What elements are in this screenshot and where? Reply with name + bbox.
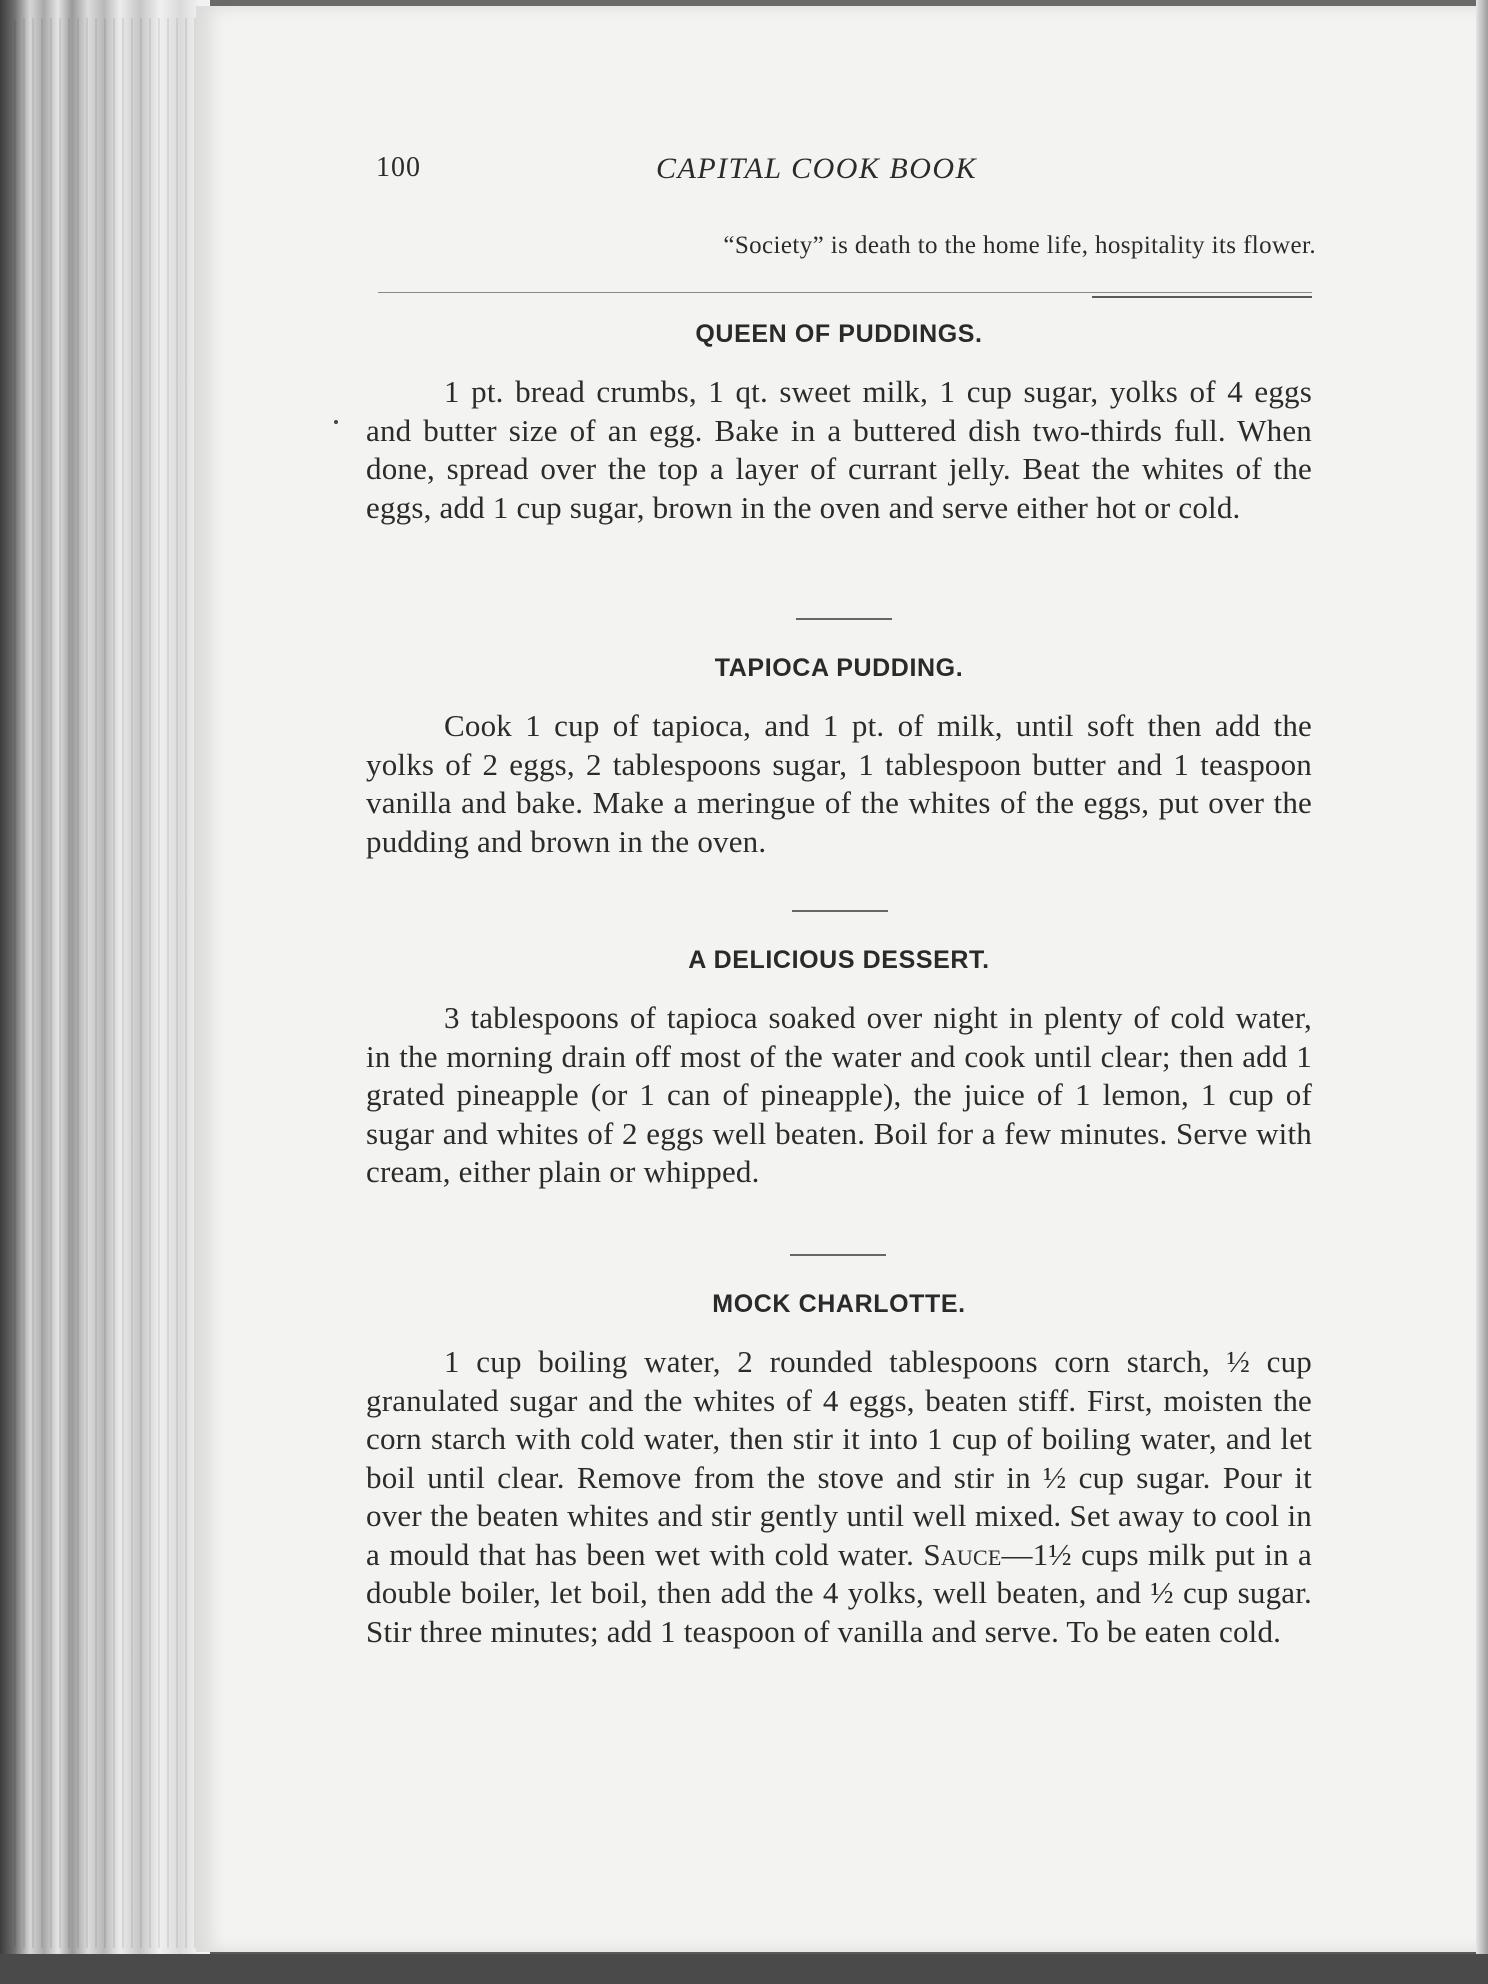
page-number: 100 bbox=[376, 152, 421, 183]
recipe-body: Cook 1 cup of tapioca, and 1 pt. of milk, until soft then add the yolks of 2 eggs, 2 tablespoons sugar, 1 tablespoon butter and 1 teaspoon vanilla and bake. Make a meringue of the whites of the eggs, put over the pudding and brown in the oven. bbox=[366, 708, 1312, 859]
recipe-body bbox=[366, 1343, 1312, 1651]
recipe-title: TAPIOCA PUDDING. bbox=[714, 654, 964, 682]
section-divider bbox=[790, 1254, 886, 1256]
recipe-tapioca-pudding bbox=[366, 654, 1312, 861]
section-divider bbox=[792, 910, 888, 912]
running-head bbox=[376, 152, 1316, 196]
recipe-body: 1 pt. bread crumbs, 1 qt. sweet milk, 1 cup sugar, yolks of 4 eggs and butter size of an egg. Bake in a buttered dish two-thirds full. When done, spread over the top a layer of currant jelly. Beat the whites of the eggs, add 1 cup sugar, brown in the oven and serve either hot or cold. bbox=[366, 374, 1312, 525]
book-title: CAPITAL COOK BOOK bbox=[656, 152, 978, 185]
ink-speck bbox=[334, 420, 338, 424]
page-motto: “Society” is death to the home life, hospitality its flower. bbox=[723, 232, 1316, 259]
header-rule-bold bbox=[1092, 296, 1312, 298]
scan-bottom-border bbox=[0, 1954, 1488, 1984]
header-rule bbox=[378, 292, 1312, 293]
page-right-edge bbox=[1476, 0, 1488, 1984]
section-divider bbox=[796, 618, 892, 620]
page-stack-texture bbox=[14, 18, 210, 1948]
recipe-title: A DELICIOUS DESSERT. bbox=[688, 946, 990, 974]
recipe-title: QUEEN OF PUDDINGS. bbox=[695, 320, 983, 348]
recipe-body-part1: 1 cup boiling water, 2 rounded tablespoons corn starch, ½ cup granulated sugar and the whites of 4 eggs, beaten stiff. First, moisten the corn starch with cold water, then stir it into 1 cup of boiling water, and let boil until clear. Remove from the stove and stir in ½ cup sugar. Pour it over the beaten whites and stir gently until well mixed. Set away to cool in a mould that has been wet with cold water. bbox=[366, 1344, 1312, 1572]
recipe-queen-of-puddings bbox=[366, 320, 1312, 527]
recipe-mock-charlotte bbox=[366, 1290, 1312, 1651]
recipe-body-part2: —1½ cups milk put in a double boiler, let boil, then add the 4 yolks, well beaten, and ½ cup sugar. Stir three minutes; add 1 teaspoon of vanilla and serve. To be eaten cold. bbox=[366, 1536, 1313, 1649]
sauce-label: Sauce bbox=[923, 1536, 1002, 1572]
recipe-a-delicious-dessert bbox=[366, 946, 1312, 1192]
recipe-body: 3 tablespoons of tapioca soaked over night in plenty of cold water, in the morning drain off most of the water and cook until clear; then add 1 grated pineapple (or 1 can of pineapple), the juice of 1 lemon, 1 cup of sugar and whites of 2 eggs well beaten. Boil for a few minutes. Serve with cream, either plain or whipped. bbox=[366, 1000, 1312, 1189]
recipe-title: MOCK CHARLOTTE. bbox=[712, 1290, 966, 1318]
